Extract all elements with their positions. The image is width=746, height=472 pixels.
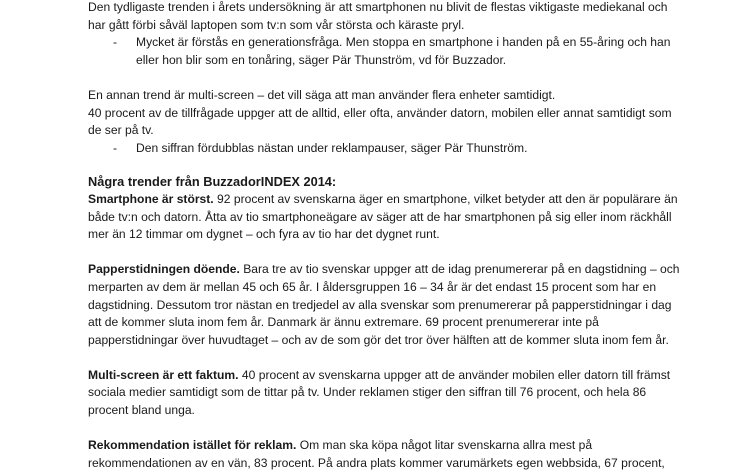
trend-2-title: Papperstidningen döende.: [88, 262, 240, 277]
multi-line-2: 40 procent av de tillfrågade uppger att de alltid, eller ofta, använder datorn, mobilen eller annat samtidigt som: [88, 105, 672, 120]
trend-3-line-1: [88, 367, 728, 385]
trend-3-line-2: sociala medier samtidigt som de tittar på tv. Under reklamen stiger den siffran till 76 procent, och hela 86: [88, 385, 647, 400]
trend-2-line-1: [88, 261, 728, 279]
trend-3-line-3: procent bland unga.: [88, 403, 195, 418]
multi-bullet: [88, 140, 728, 158]
trend-2-line-4: att de kommer sluta inom fem år. Danmark är ännu extremare. 69 procent prenumererar inte på: [88, 315, 599, 330]
trend-4-line-1: [88, 437, 728, 455]
multi-line-3: de ser på tv.: [88, 123, 154, 138]
trend-1-first-line: 92 procent av svenskarna äger en smartphone, vilket betyder att den är populärare än: [213, 191, 678, 206]
document-body: [88, 0, 728, 472]
trend-1-line-1: [88, 191, 728, 209]
intro-bullet-line-2: eller hon blir som en tonåring, säger Pär Thunström, vd för Buzzador.: [136, 52, 507, 67]
intro-bullet-line-1: Mycket är förstås en generationsfråga. Men stoppa en smartphone i handen på en 55-åring och han: [136, 35, 671, 50]
trend-4-title: Rekommendation istället för reklam.: [88, 438, 297, 453]
multi-bullet-line-1: Den siffran fördubblas nästan under reklampauser, säger Pär Thunström.: [136, 140, 528, 155]
trend-2-line-5: papperstidningar över huvudtaget – och av de som gör det tror över hälften att de kommer sluta inom fem år.: [88, 332, 669, 347]
trend-2-line-3: dagstidning. Dessutom tror nästan en tredjedel av alla svenskar som prenumererar på papperstidningar i dag: [88, 297, 672, 312]
intro-bullet: [88, 34, 728, 52]
trend-1-title: Smartphone är störst.: [88, 191, 214, 206]
intro-line-2: har gått förbi såväl laptopen som tv:n som vår största och käraste pryl.: [88, 17, 465, 32]
bullet-dash: -: [113, 140, 118, 155]
trend-4-first-line: Om man ska köpa något litar svenskarna allra mest på: [296, 438, 593, 453]
trend-2-first-line: Bara tre av tio svenskar uppger att de idag prenumererar på en dagstidning – och: [239, 262, 680, 277]
trend-3-title: Multi-screen är ett faktum.: [88, 367, 239, 382]
trends-heading: Några trender från BuzzadorINDEX 2014:: [88, 174, 337, 190]
trend-1-line-2: både tv:n och datorn. Åtta av tio smartphoneägare av säger att de har smartphonen på sig eller inom räckhåll: [88, 209, 672, 224]
trend-1-line-3: mer än 12 timmar om dygnet – och fyra av tio har det dygnet runt.: [88, 227, 440, 242]
intro-line-1: Den tydligaste trenden i årets undersökning är att smartphonen nu blivit de flestas viktigaste mediekanal och: [88, 0, 668, 14]
multi-line-1: En annan trend är multi-screen – det vill säga att man använder flera enheter samtidigt.: [88, 87, 556, 102]
trend-3-first-line: 40 procent av svenskarna uppger att de använder mobilen eller datorn till främst: [238, 367, 671, 382]
trend-4-line-2: rekommendationen av en vän, 83 procent. På andra plats kommer varumärkets egen webbsida, 67 procent,: [88, 455, 665, 470]
bullet-dash: -: [113, 35, 118, 50]
trend-2-line-2: merparten av dem är mellan 45 och 65 år. I åldersgruppen 16 – 34 år är det endast 15 procent som har en: [88, 279, 657, 294]
